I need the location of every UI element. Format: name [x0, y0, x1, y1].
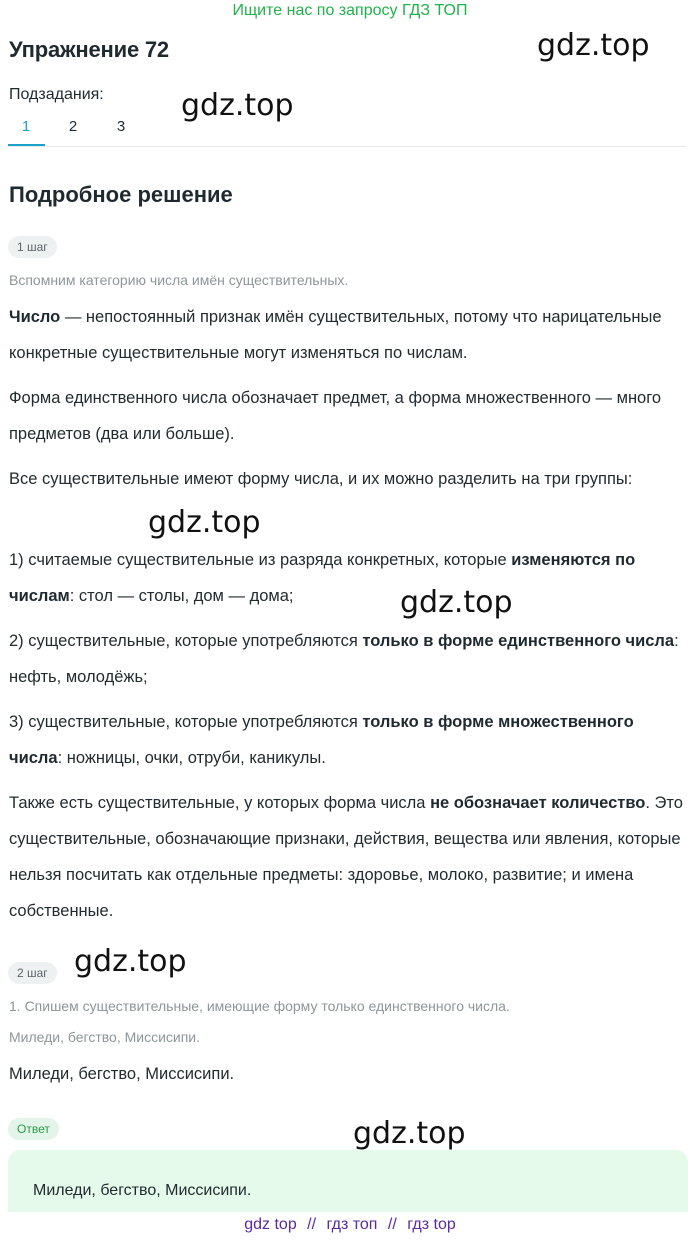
step-1-paragraph: Все существительные имеют форму числа, и их можно разделить на три группы:	[9, 470, 633, 488]
solution-heading: Подробное решение	[9, 182, 233, 207]
answer-badge	[8, 1118, 59, 1140]
step-1-badge	[8, 236, 57, 258]
step-2-hint: 1. Спишем существительные, имеющие форму только единственного числа.	[9, 998, 510, 1014]
search-promo-banner: Ищите нас по запросу ГДЗ ТОП	[232, 2, 468, 19]
step-2-badge	[8, 962, 57, 984]
footer-links-bar	[0, 1212, 700, 1240]
bold-term: изменяются по числам	[9, 551, 636, 605]
tab-subtask-3[interactable]: 3	[116, 118, 126, 135]
step-1-paragraph: Число — непостоянный признак имён существительных, потому что нарицательные конкретные существительные могут изменяться по числам.	[9, 308, 662, 362]
step-2-text: Миледи, бегство, Миссисипи.	[9, 1065, 235, 1083]
page-title: Упражнение 72	[9, 37, 169, 62]
active-tab-indicator	[8, 144, 45, 146]
watermark: gdz.top	[74, 944, 187, 979]
watermark: gdz.top	[537, 28, 650, 63]
tab-subtask-1[interactable]: 1	[21, 118, 31, 135]
tab-subtask-2[interactable]: 2	[68, 118, 78, 135]
answer-text: Миледи, бегство, Миссисипи.	[33, 1182, 252, 1199]
footer-link[interactable]: gdz top	[244, 1216, 297, 1233]
watermark: gdz.top	[400, 585, 513, 620]
footer-link[interactable]: гдз топ	[326, 1216, 378, 1233]
step-badge-label: 1 шаг	[8, 236, 57, 258]
step-badge-label: 2 шаг	[8, 962, 57, 984]
footer-separator: //	[307, 1216, 317, 1233]
step-1-hint: Вспомним категорию числа имён существительных.	[9, 272, 349, 288]
step-1-paragraph: 1) считаемые существительные из разряда конкретных, которые изменяются по числам: стол — столы, дом — дома;	[9, 551, 636, 605]
footer-separator: //	[387, 1216, 397, 1233]
watermark: gdz.top	[181, 88, 294, 123]
step-1-paragraph: 3) существительные, которые употребляются только в форме множественного числа: ножницы, очки, отруби, каникулы.	[9, 713, 634, 767]
step-1-paragraph: Форма единственного числа обозначает предмет, а форма множественного — много предметов (два или больше).	[9, 389, 662, 443]
tabs-divider	[8, 146, 686, 147]
step-1-paragraph: 2) существительные, которые употребляются только в форме единственного числа: нефть, молодёжь;	[9, 632, 679, 686]
answer-badge-label: Ответ	[8, 1118, 59, 1140]
bold-term: не обозначает количество	[430, 794, 646, 812]
bold-term: Число	[9, 308, 61, 326]
watermark: gdz.top	[353, 1116, 466, 1151]
step-2-hint-example: Миледи, бегство, Миссисипи.	[9, 1029, 201, 1045]
step-1-paragraph: Также есть существительные, у которых форма числа не обозначает количество. Это существительные, обозначающие признаки, действия, вещества или явления, которые нельзя посчитать как отдельные предметы: здоровье, молоко, развитие; и имена собственные.	[9, 794, 683, 920]
subtasks-label: Подзадания:	[9, 86, 104, 103]
footer-link[interactable]: гдз top	[407, 1216, 456, 1233]
watermark: gdz.top	[148, 505, 261, 540]
bold-term: только в форме множественного числа	[9, 713, 634, 767]
bold-term: только в форме единственного числа	[362, 632, 675, 650]
